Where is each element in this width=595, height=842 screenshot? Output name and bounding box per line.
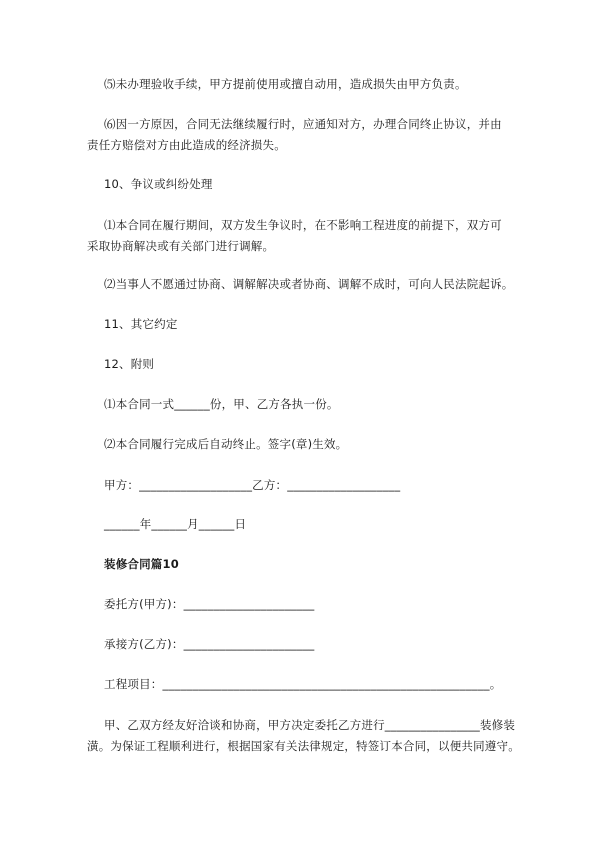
project-field: 工程项目：_______________________________________________________。: [104, 677, 502, 691]
section-12-heading: 12、附则: [104, 357, 155, 371]
dispute-2: ⑵当事人不愿通过协商、调解解决或者协商、调解不成时，可向人民法院起诉。: [104, 277, 514, 291]
contractor-field: 承接方(乙方)：______________________: [104, 637, 315, 651]
date-line: ______年______月______日: [104, 517, 247, 531]
clause-6-line-2: 责任方赔偿对方由此造成的经济损失。: [87, 138, 286, 152]
annex-2: ⑵本合同履行完成后自动终止。签字(章)生效。: [104, 437, 348, 451]
intro-line-1: 甲、乙双方经友好洽谈和协商，甲方决定委托乙方进行________________装修装: [104, 718, 516, 732]
clause-5: ⑸未办理验收手续，甲方提前使用或擅自动用，造成损失由甲方负责。: [104, 77, 467, 91]
clause-6-line-1: ⑹因一方原因，合同无法继续履行时，应通知对方，办理合同终止协议，并由: [104, 117, 502, 131]
section-11-heading: 11、其它约定: [104, 317, 178, 331]
dispute-1-line-2: 采取协商解决或有关部门进行调解。: [87, 239, 275, 253]
dispute-1-line-1: ⑴本合同在履行期间，双方发生争议时，在不影响工程进度的前提下，双方可: [104, 218, 502, 232]
annex-1: ⑴本合同一式______份，甲、乙方各执一份。: [104, 397, 339, 411]
contract-title: 装修合同篇10: [104, 557, 179, 571]
client-field: 委托方(甲方)：______________________: [104, 597, 315, 611]
signature-line: 甲方：___________________乙方：___________________: [104, 478, 401, 492]
section-10-heading: 10、争议或纠纷处理: [104, 177, 213, 191]
intro-line-2: 潢。为保证工程顺利进行，根据国家有关法律规定，特签订本合同，以便共同遵守。: [87, 739, 520, 753]
